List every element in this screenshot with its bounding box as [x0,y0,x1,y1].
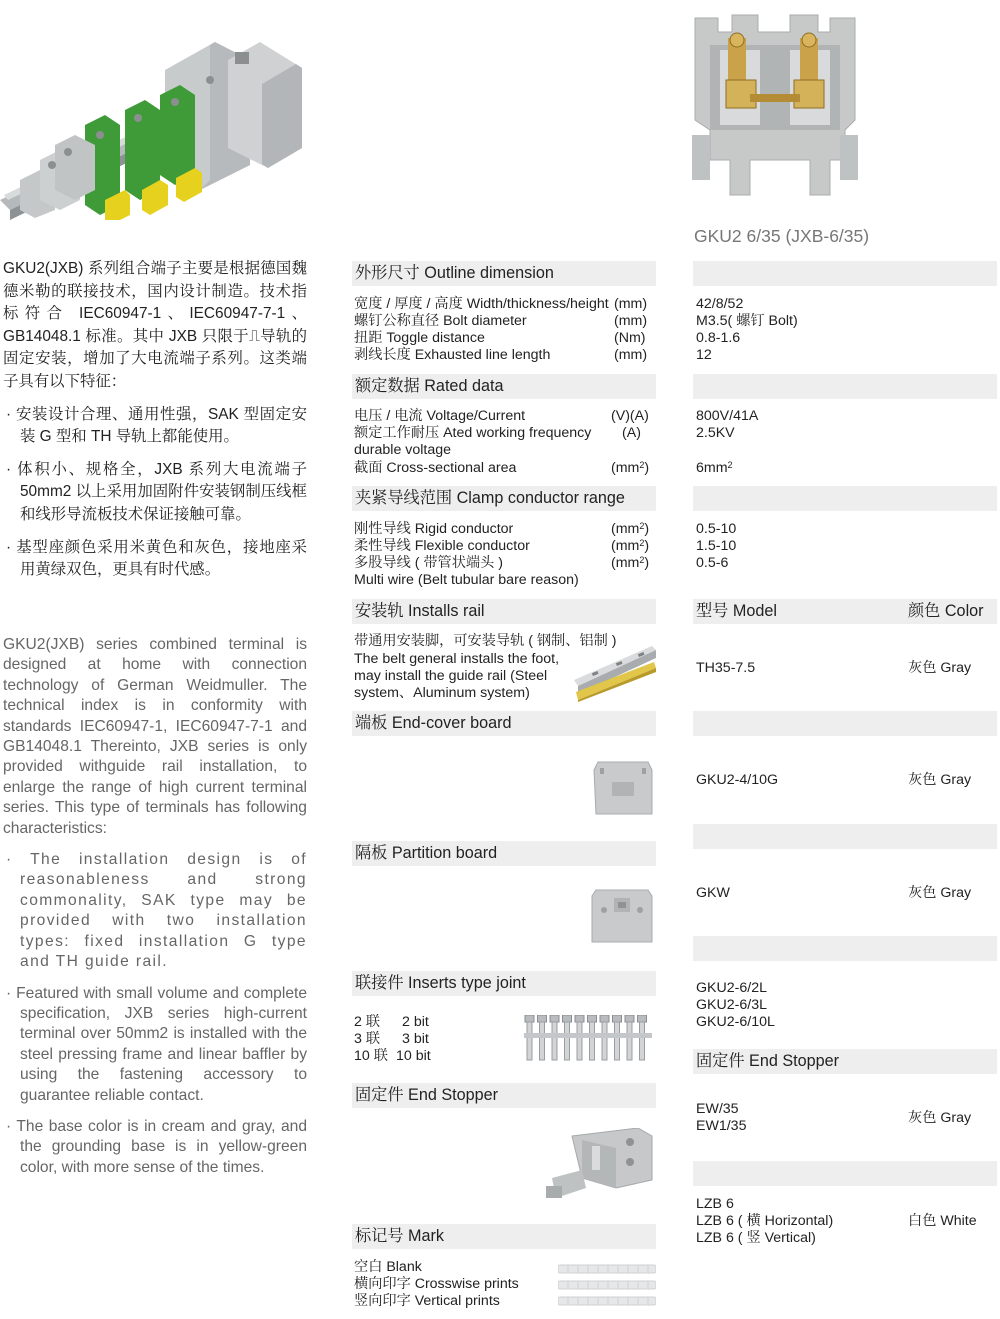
mark-model-2: LZB 6 ( 横 Horizontal) [696,1213,834,1229]
outline-label-4: 剥线长度 Exhausted line length [354,347,551,363]
outline-value-3: 0.8-1.6 [696,330,741,346]
mark-strip-blank-image [558,1264,656,1274]
clamp-value-2: 1.5-10 [696,538,737,554]
rail-line-3: may install the guide rail (Steel [354,668,548,684]
model-color-header [693,599,997,624]
outline-header: 外形尺寸 Outline dimension [352,261,656,286]
model-header: 型号 Model [696,602,777,620]
stopper-model-2: EW1/35 [696,1118,747,1134]
rated-header-right [693,374,997,399]
feature-cn-2: · 体积小、规格全，JXB 系列大电流端子 50mm2 以上采用加固附件安装钢制压线框和线形导流板技术保证接触可靠。 [6,460,307,523]
clamp-extra: Multi wire (Belt tubular bare reason) [354,572,579,588]
mark-row-2: 横向印字 Crosswise prints [354,1276,519,1292]
outline-value-2: M3.5( 螺钉 Bolt) [696,313,798,329]
inserts-cn-3: 10 联 [354,1048,388,1064]
clamp-label-1: 刚性导线 Rigid conductor [354,521,514,537]
mark-strip-vertical-image [558,1296,656,1306]
end-stopper-image [542,1128,656,1200]
inserts-en-1: 2 bit [402,1014,429,1030]
clamp-unit-3-text: (mm [611,555,640,571]
rated-unit-3: $(mm^2)$ [611,460,650,476]
product-caption: GKU2 6/35 (JXB-6/35) [694,226,870,246]
rail-line-1: 带通用安装脚，可安装导轨 ( 钢制、铝制 ) [354,633,617,649]
mark-row-1: 空白 Blank [354,1259,422,1275]
rail-model: TH35-7.5 [696,660,756,676]
clamp-unit-2: $(mm^2)$ [611,538,650,554]
rated-header: 额定数据 Rated data [352,374,656,399]
partition-header-right [693,824,997,849]
insert-joint-image [522,1015,654,1065]
mark-color: 白色 White [908,1213,977,1229]
inserts-model-1: GKU2-6/2L [696,980,767,996]
rated-value-1: 800V/41A [696,408,759,424]
outline-unit-1: (mm) [614,296,648,312]
endcover-color: 灰色 Gray [908,772,972,788]
clamp-unit-3: $(mm^2)$ [611,555,650,571]
clamp-label-3: 多股导线 ( 带管状端头 ) [354,555,503,571]
gku2-terminal-image [690,10,860,200]
feature-en-3: · The base color is in cream and gray, and the grounding base is in yellow-green color, with more sense of the times. [6,1117,307,1176]
endcover-header: 端板 End-cover board [352,711,656,736]
partition-header: 隔板 Partition board [352,841,656,866]
intro-english [3,635,307,1178]
endcover-model: GKU2-4/10G [696,772,779,788]
clamp-unit-1-text: (mm [611,521,640,537]
inserts-header: 联接件 Inserts type joint [352,971,656,996]
feature-en-1: · The installation design is of reasonableness and strong commonality, SAK type may be provided with two installation types: fixed installation G type and TH guide rail. [6,851,307,971]
rail-header: 安装轨 Installs rail [352,599,656,624]
rated-unit-2: (A) [622,425,641,441]
rail-line-2: The belt general installs the foot, [354,651,560,667]
clamp-header-right [693,486,997,511]
rail-color: 灰色 Gray [908,660,972,676]
outline-header-right [693,261,997,286]
outline-label-3: 扭距 Toggle distance [354,330,485,346]
clamp-header: 夹紧导线范围 Clamp conductor range [352,486,656,511]
endcover-header-right [693,711,997,736]
outline-unit-2: (mm) [614,313,648,329]
rated-value-3: $6mm^2$ [696,460,733,476]
outline-unit-4: (mm) [614,347,648,363]
inserts-header-right [693,936,997,961]
inserts-cn-1: 2 联 [354,1014,381,1030]
clamp-value-1: 0.5-10 [696,521,737,537]
inserts-model-3: GKU2-6/10L [696,1014,775,1030]
mark-model-3: LZB 6 ( 竖 Vertical) [696,1230,816,1246]
rated-label-2: 额定工作耐压 Ated working frequency [354,425,592,441]
clamp-label-2: 柔性导线 Flexible conductor [354,538,530,554]
rated-label-2b: durable voltage [354,442,452,458]
din-rail-image [572,640,658,702]
inserts-en-3: 10 bit [396,1048,431,1064]
intro-chinese-text: GKU2(JXB) 系列组合端子主要是根据德国魏德米勒的联接技术，国内设计制造。技术指标符合 IEC60947-1、IEC60947-7-1、GB14048.1 标准。其中 JXB 只限于⎍导轨的固定安装，增加了大电流端子系列。这类端子具有以下特征： [3,260,307,390]
feature-en-2: · Featured with small volume and complete specification, JXB series high-current terminal over 50mm2 is installed with the steel pressing frame and linear baffler by using the fastening accessory to guarantee reliable contact. [6,984,307,1104]
stopper-model-1: EW/35 [696,1101,739,1117]
partition-model: GKW [696,885,730,901]
rated-label-3: 截面 Cross-sectional area [354,460,517,476]
stopper-color: 灰色 Gray [908,1110,972,1126]
mark-model-1: LZB 6 [696,1196,734,1212]
outline-label-2: 螺钉公称直径 Bolt diameter [354,313,527,329]
terminal-block-assembly-image [0,30,310,220]
rated-value-2: 2.5KV [696,425,735,441]
clamp-unit-1: $(mm^2)$ [611,521,650,537]
clamp-unit-2-text: (mm [611,538,640,554]
stopper-header-right: 固定件 End Stopper [693,1049,997,1074]
intro-english-text: GKU2(JXB) series combined terminal is designed at home with connection technology of German Weidmuller. The technical index is in conformity with standards IEC60947-1, IEC60947-7-1 and GB14048.1 Thereinto, JXB series is only provided withguide rail installation, to enlarge the range of high current terminal series. This type of terminals has following characteristics: [3,636,307,837]
outline-unit-3: (Nm) [614,330,646,346]
mark-header: 标记号 Mark [352,1224,656,1249]
color-header: 颜色 Color [908,602,984,620]
intro-chinese [3,258,307,582]
rail-line-4: system、Aluminum system) [354,685,530,701]
mark-strip-crosswise-image [558,1280,656,1290]
outline-value-1: 42/8/52 [696,296,744,312]
feature-cn-3: · 基型座颜色采用米黄色和灰色，接地座采用黄绿双色，更具有时代感。 [6,538,307,579]
rated-unit-3-text: (mm [611,460,640,476]
outline-value-4: 12 [696,347,712,363]
inserts-model-2: GKU2-6/3L [696,997,767,1013]
partition-board-image [590,888,654,944]
rated-value-3-text: 6mm [696,460,728,476]
mark-header-right [693,1161,997,1186]
stopper-header: 固定件 End Stopper [352,1083,656,1108]
end-cover-board-image [592,760,654,818]
rated-label-1: 电压 / 电流 Voltage/Current [354,408,526,424]
inserts-en-2: 3 bit [402,1031,429,1047]
inserts-cn-2: 3 联 [354,1031,381,1047]
mark-row-3: 竖向印字 Vertical prints [354,1293,500,1309]
partition-color: 灰色 Gray [908,885,972,901]
feature-cn-1: · 安装设计合理、通用性强，SAK 型固定安装 G 型和 TH 导轨上都能使用。 [6,405,307,446]
rated-unit-1: (V)(A) [611,408,649,424]
clamp-value-3: 0.5-6 [696,555,729,571]
outline-label-1: 宽度 / 厚度 / 高度 Width/thickness/height [354,296,609,312]
